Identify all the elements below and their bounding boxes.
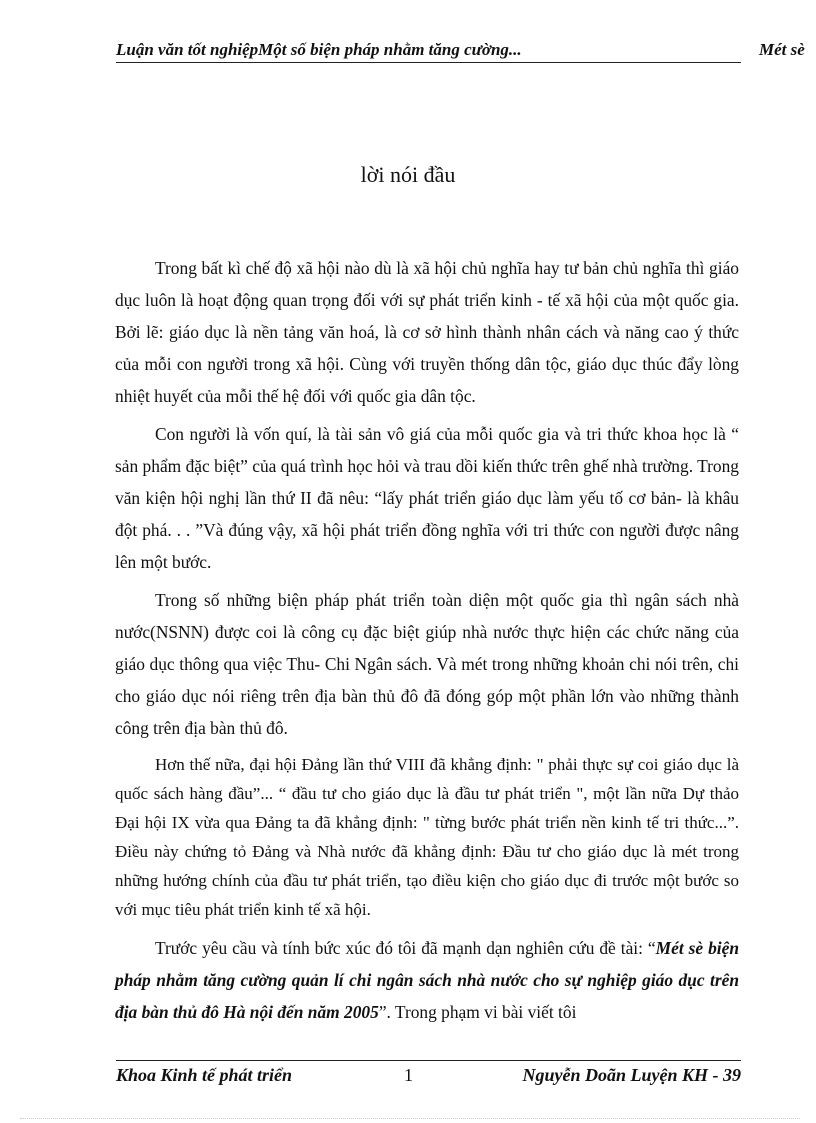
paragraph-1: Trong bất kì chế độ xã hội nào dù là xã hội chủ nghĩa hay tư bản chủ nghĩa thì giáo dục luôn là hoạt động quan trọng đối với sự phát triển kinh - tế xã hội của một quốc gia. Bởi lẽ: giáo dục là nền tảng văn hoá, là cơ sở hình thành nhân cách và năng cao ý thức của mỗi con người trong xã hội. Cùng với truyền thống dân tộc, giáo dục thúc đẩy lòng nhiệt huyết của mỗi thế hệ đối với quốc gia dân tộc.	[115, 258, 739, 406]
thesis-title: Mét sè biện pháp nhằm tăng cường quản lí chi ngân sách nhà nước cho sự nghiệp giáo dục trên địa bàn thủ đô Hà nội đến năm 2005	[115, 938, 739, 1022]
paragraph-2: Con người là vốn quí, là tài sản vô giá của mỗi quốc gia và tri thức khoa học là “ sản phẩm đặc biệt” của quá trình học hỏi và trau dồi kiến thức trên ghế nhà trường. Trong văn kiện hội nghị lần thứ II đã nêu: “lấy phát triển giáo dục làm yếu tố cơ bản- là khâu đột phá. . . ”Và đúng vậy, xã hội phát triển đồng nghĩa với tri thức con người được nâng lên một bước.	[115, 424, 739, 572]
header-title: Luận văn tốt nghiệpMột số biện pháp nhằm tăng cường...	[116, 40, 522, 59]
page-bottom-divider	[20, 1118, 800, 1119]
paragraph-5-start: Trước yêu cầu và tính bức xúc đó tôi đã mạnh dạn nghiên cứu đề tài: “	[155, 938, 656, 958]
document-body	[115, 252, 739, 1034]
paragraph-5-end: ”. Trong phạm vi bài viết tôi	[378, 1002, 577, 1022]
page-title: lời nói đầu	[360, 162, 456, 187]
header-right-text: Mét sè	[759, 40, 805, 59]
footer-faculty: Khoa Kinh tế phát triển	[116, 1065, 293, 1085]
page-number: 1	[404, 1065, 413, 1085]
page-footer	[116, 1060, 741, 1091]
paragraph-5	[115, 932, 739, 1028]
paragraph-3: Trong số những biện pháp phát triển toàn diện một quốc gia thì ngân sách nhà nước(NSNN) được coi là công cụ đặc biệt giúp nhà nước thực hiện các chức năng của giáo dục thông qua việc Thu- Chi Ngân sách. Và mét trong những khoản chi nói trên, chi cho giáo dục nói riêng trên địa bàn thủ đô đã đóng góp một phần lớn vào những thành công trên địa bàn thủ đô.	[115, 590, 739, 738]
paragraph-4: Hơn thế nữa, đại hội Đảng lần thứ VIII đã khẳng định: " phải thực sự coi giáo dục là quốc sách hàng đầu”... “ đầu tư cho giáo dục là đầu tư phát triển ", một lần nữa Dự thảo Đại hội IX vừa qua Đảng ta đã khẳng định: " từng bước phát triển nền kinh tế tri thức...”. Điều này chứng tỏ Đảng và Nhà nước đã khẳng định: Đầu tư cho giáo dục là mét trong những hướng chính của đầu tư phát triển, tạo điều kiện cho giáo dục đi trước một bước so với mục tiêu phát triển kinh tế xã hội.	[115, 755, 739, 919]
page-header	[116, 36, 805, 63]
footer-author: Nguyễn Doãn Luyện KH - 39	[522, 1065, 741, 1085]
